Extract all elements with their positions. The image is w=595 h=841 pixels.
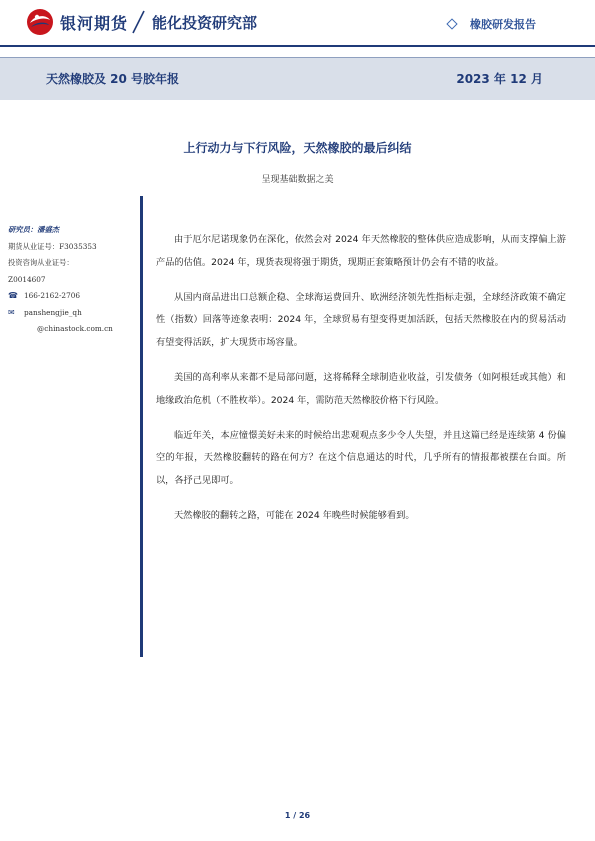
title-band xyxy=(0,57,595,100)
phone-icon: ☎ xyxy=(8,291,18,300)
diamond-icon xyxy=(446,18,457,29)
paragraph: 从国内商品进出口总额企稳、全球海运费回升、欧洲经济领先性指标走强，全球经济政策不确定性（指数）回落等迹象表明：2024 年，全球贸易有望变得更加活跃，包括天然橡胶在内的贸易活动有望变得活跃，扩大现货市场容量。 xyxy=(156,291,566,349)
phone-row xyxy=(8,288,136,305)
header-divider xyxy=(0,45,595,47)
report-type xyxy=(448,16,536,32)
department-name: 能化投资研究部 xyxy=(152,14,258,32)
brand-name: 银河期货 xyxy=(60,14,129,33)
report-body xyxy=(156,229,566,540)
report-date: 2023 年 12 月 xyxy=(456,72,543,86)
divider-slash xyxy=(130,9,146,35)
page-number: 1 / 26 xyxy=(284,811,311,820)
sidebar-divider xyxy=(140,196,143,657)
paragraph: 美国的高利率从来都不是局部问题，这将稀释全球制造业收益，引发债务（如阿根廷或其他）和地缘政治危机（不胜枚举）。2024 年，需防范天然橡胶价格下行风险。 xyxy=(156,371,566,406)
report-type-label: 橡胶研发报告 xyxy=(470,18,536,31)
futures-cert: 期货从业证号：F3035353 xyxy=(8,241,97,251)
email-user[interactable]: panshengjie_qh xyxy=(24,307,82,317)
phone-number: 166-2162-2706 xyxy=(24,291,80,300)
paragraph: 天然橡胶的翻转之路，可能在 2024 年晚些时候能够看到。 xyxy=(174,509,415,521)
analyst-info xyxy=(8,222,136,338)
paragraph: 由于厄尔尼诺现象仍在深化，依然会对 2024 年天然橡胶的整体供应造成影响，从而支撑偏上游产品的估值。2024 年，现货表现将强于期货，现期正套策略预计仍会有不错的收益。 xyxy=(156,234,566,268)
analyst-name: 研究员：潘盛杰 xyxy=(8,225,60,234)
galaxy-logo-icon xyxy=(26,8,54,36)
page-title: 上行动力与下行风险，天然橡胶的最后纠结 xyxy=(183,141,412,155)
consult-cert-label: 投资咨询从业证号： xyxy=(8,258,74,267)
envelope-icon: ✉ xyxy=(8,307,15,317)
page-header xyxy=(0,0,595,48)
page-subtitle: 呈现基础数据之美 xyxy=(261,175,334,185)
email-domain[interactable]: @chinastock.com.cn xyxy=(37,324,113,333)
report-series-title: 天然橡胶及 20 号胶年报 xyxy=(46,72,180,86)
email-row xyxy=(8,305,136,322)
consult-cert-number: Z0014607 xyxy=(8,274,46,284)
paragraph: 临近年关，本应憧憬美好未来的时候给出悲观观点多少令人失望，并且这篇已经是连续第 4 份偏空的年报，天然橡胶翻转的路在何方？在这个信息通达的时代，几乎所有的情报都被摆在台面。所以，各抒己见即可。 xyxy=(156,429,566,487)
